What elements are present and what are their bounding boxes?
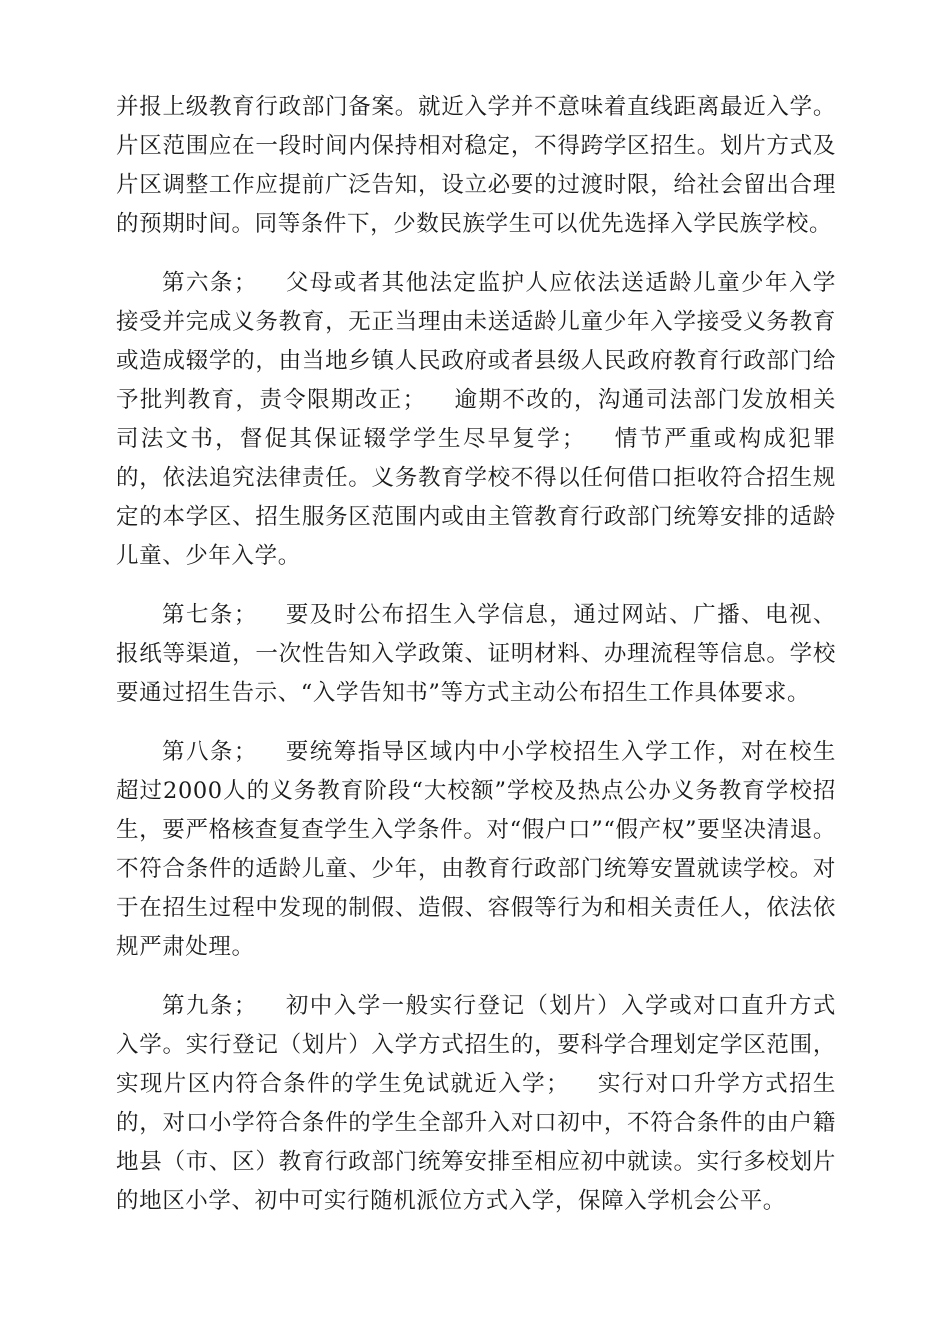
article-number: 第九条； xyxy=(162,993,257,1019)
document-body xyxy=(116,88,836,1241)
paragraph-text: 情节严重或构成犯罪的，依法追究法律责任。义务教育学校不得以任何借口拒收符合招生规定的本学区、招生服务区范围内或由主管教育行政部门统筹安排的适龄儿童、少年入学。 xyxy=(116,426,836,569)
article-number: 第七条； xyxy=(162,602,257,628)
paragraph-text: 实行对口升学方式招生的，对口小学符合条件的学生全部升入对口初中，不符合条件的由户籍地县（市、区）教育行政部门统筹安排至相应初中就读。实行多校划片的地区小学、初中可实行随机派位方式入学，保障入学机会公平。 xyxy=(116,1071,836,1214)
article-9-paragraph xyxy=(116,987,836,1221)
paragraph-text: 逾期不改的，沟通司法部门发放相关司法文书，督促其保证辍学学生尽早复学； xyxy=(116,387,836,452)
article-6-paragraph xyxy=(116,264,836,576)
paragraph-text: 初中入学一般实行登记（划片）入学或对口直升方式入学。实行登记（划片）入学方式招生的，要科学合理划定学区范围，实现片区内符合条件的学生免试就近入学； xyxy=(116,993,836,1097)
paragraph-text: 并报上级教育行政部门备案。就近入学并不意味着直线距离最近入学。片区范围应在一段时间内保持相对稳定，不得跨学区招生。划片方式及片区调整工作应提前广泛告知，设立必要的过渡时限，给社会留出合理的预期时间。同等条件下，少数民族学生可以优先选择入学民族学校。 xyxy=(116,94,836,237)
article-8-paragraph xyxy=(116,733,836,967)
article-number: 第八条； xyxy=(162,739,257,765)
article-number: 第六条； xyxy=(162,270,257,296)
paragraph-text: 要统筹指导区域内中小学校招生入学工作，对在校生超过2000人的义务教育阶段“大校额”学校及热点公办义务教育学校招生，要严格核查复查学生入学条件。对“假户口”“假产权”要坚决清退。不符合条件的适龄儿童、少年，由教育行政部门统筹安置就读学校。对于在招生过程中发现的制假、造假、容假等行为和相关责任人，依法依规严肃处理。 xyxy=(116,739,836,960)
paragraph-text: 要及时公布招生入学信息，通过网站、广播、电视、报纸等渠道，一次性告知入学政策、证明材料、办理流程等信息。学校要通过招生告示、“入学告知书”等方式主动公布招生工作具体要求。 xyxy=(116,602,836,706)
paragraph-continuation xyxy=(116,88,836,244)
article-7-paragraph xyxy=(116,596,836,713)
paragraph-text: 父母或者其他法定监护人应依法送适龄儿童少年入学接受并完成义务教育，无正当理由未送适龄儿童少年入学接受义务教育或造成辍学的，由当地乡镇人民政府或者县级人民政府教育行政部门给予批判教育，责令限期改正； xyxy=(116,270,836,413)
